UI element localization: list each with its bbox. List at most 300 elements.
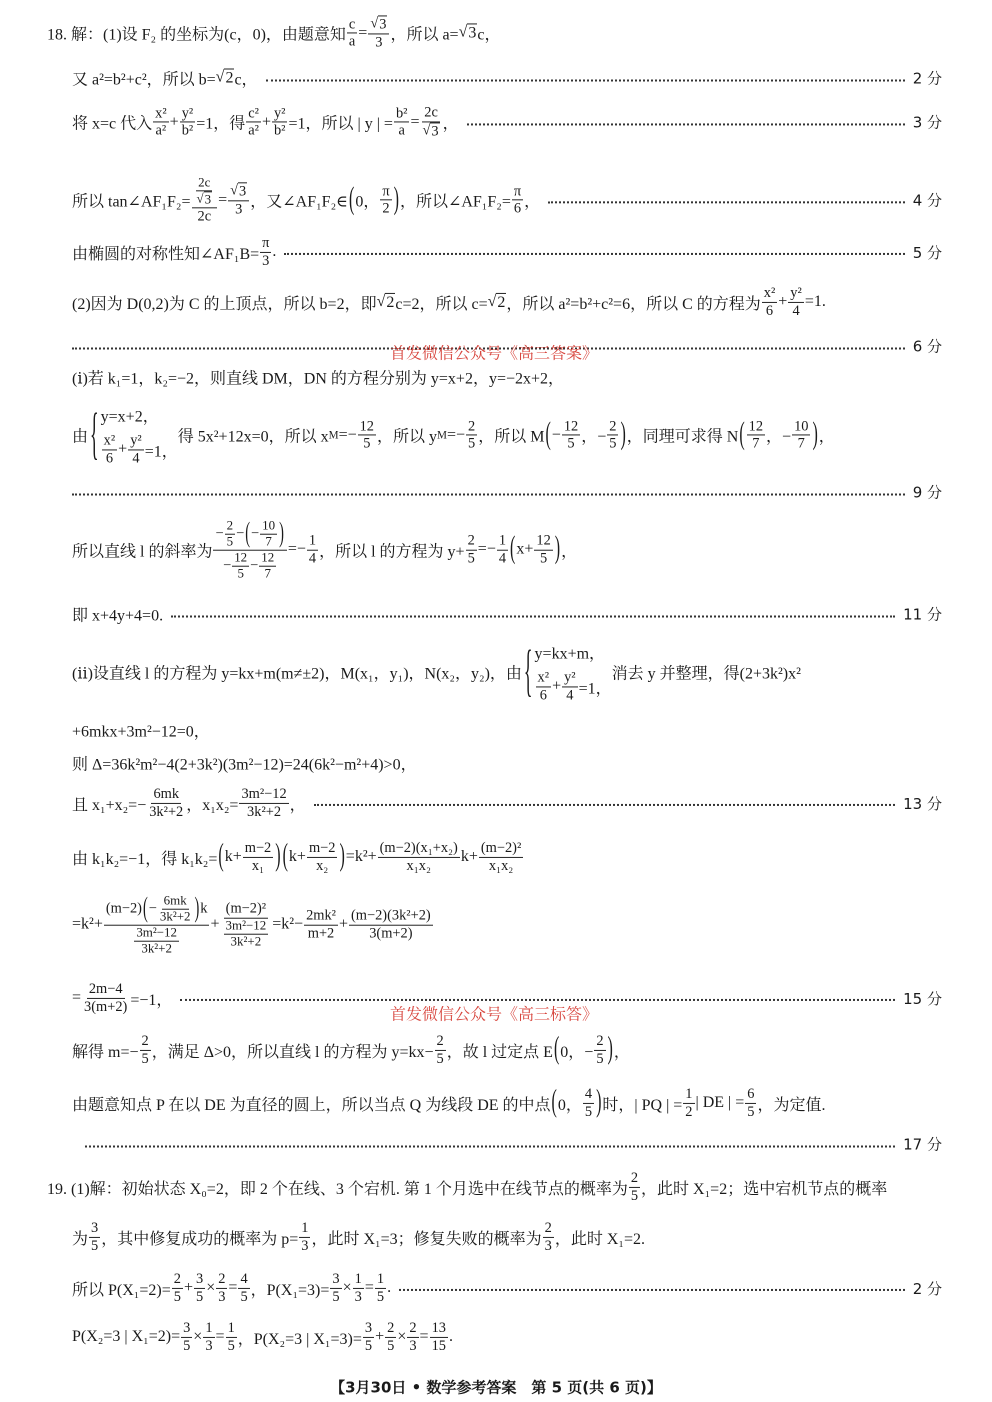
text-run: 3k²+2 bbox=[141, 940, 172, 956]
text-run: 6 bbox=[539, 687, 547, 703]
system-row bbox=[101, 432, 178, 466]
fraction-denominator bbox=[233, 201, 244, 218]
fraction bbox=[330, 1271, 341, 1305]
fraction-numerator bbox=[385, 1320, 396, 1338]
fraction-numerator bbox=[349, 908, 433, 926]
text-run: 4 bbox=[566, 687, 574, 703]
fraction bbox=[304, 908, 338, 942]
text-run: 2 bbox=[173, 1270, 181, 1287]
fraction-numerator bbox=[140, 1033, 151, 1051]
text-run: =− bbox=[338, 426, 357, 443]
text-run: = bbox=[364, 1279, 374, 1296]
fraction-denominator bbox=[307, 551, 318, 568]
fraction bbox=[347, 16, 357, 50]
text-run: ， bbox=[524, 193, 541, 211]
text-run: 由 bbox=[72, 428, 89, 446]
line-content bbox=[72, 981, 172, 1015]
text-run: 0， bbox=[355, 193, 380, 211]
text-run: 5 bbox=[332, 1288, 340, 1305]
fraction bbox=[225, 519, 235, 550]
fraction bbox=[147, 786, 185, 820]
text-run: . bbox=[448, 1328, 453, 1345]
fraction-denominator bbox=[466, 436, 477, 453]
text-run: × bbox=[397, 1328, 407, 1345]
text-run: = bbox=[228, 1279, 238, 1296]
text-run: ，x₁x₂= bbox=[186, 796, 239, 814]
text-run: =1，得 bbox=[196, 115, 246, 133]
text-run: 4 bbox=[240, 1270, 248, 1287]
line-content bbox=[72, 235, 276, 269]
text-run: 2c bbox=[197, 208, 212, 225]
text-run: 10 bbox=[794, 417, 809, 434]
fraction-denominator bbox=[195, 191, 215, 207]
text-run: a bbox=[398, 122, 405, 139]
text-run: 5 bbox=[227, 1337, 235, 1354]
solution-line bbox=[72, 840, 942, 874]
fraction-denominator bbox=[375, 1289, 386, 1306]
line-content bbox=[72, 519, 577, 582]
fraction bbox=[181, 1320, 192, 1354]
text-run: ，此时 X₁=3；修复失败的概率为 bbox=[311, 1230, 542, 1248]
page-footer: 【3月30日 • 数学参考答案 第 5 页(共 6 页)】 bbox=[330, 1378, 662, 1397]
fraction-numerator bbox=[239, 786, 288, 804]
text-run: b² bbox=[395, 104, 408, 121]
fraction-denominator bbox=[367, 926, 414, 943]
text-run: c， bbox=[234, 71, 258, 89]
text-run: 1 bbox=[685, 1085, 693, 1102]
fraction-denominator bbox=[745, 1104, 756, 1121]
fraction-denominator bbox=[263, 535, 273, 550]
fraction bbox=[224, 918, 269, 949]
fraction-numerator bbox=[225, 519, 235, 535]
text-run: × bbox=[206, 1279, 216, 1296]
dotted-leader bbox=[314, 804, 895, 806]
text-run: + bbox=[210, 916, 220, 933]
text-run: − bbox=[148, 900, 157, 917]
text-run: 3 bbox=[195, 1270, 204, 1287]
fraction-numerator bbox=[353, 1271, 364, 1289]
text-run: × bbox=[193, 1328, 203, 1345]
text-run: =k²− bbox=[272, 916, 304, 933]
text-run: 由题意知点 P 在以 DE 为直径的圆上，所以当点 Q 为线段 DE 的中点 bbox=[72, 1096, 551, 1114]
system-row bbox=[101, 403, 178, 426]
radicand: 3 bbox=[431, 123, 439, 139]
fraction-numerator bbox=[228, 182, 249, 201]
fraction bbox=[466, 533, 477, 567]
fraction-numerator bbox=[512, 183, 523, 201]
text-run: (m−2)(x₁+x₂) bbox=[379, 839, 458, 856]
text-run: ，所以 a= bbox=[390, 26, 459, 44]
text-run: ，− bbox=[766, 428, 792, 446]
line-content bbox=[72, 640, 801, 703]
text-run: 5 bbox=[195, 1288, 204, 1305]
fraction-denominator bbox=[306, 926, 337, 943]
fraction bbox=[497, 533, 508, 567]
text-run: = bbox=[218, 191, 228, 208]
fraction bbox=[380, 183, 391, 217]
radical-sign: √ bbox=[458, 23, 468, 41]
radical-sign: √ bbox=[230, 182, 239, 199]
solution-line bbox=[72, 366, 942, 389]
fraction bbox=[762, 285, 778, 319]
fraction-denominator bbox=[421, 122, 442, 140]
solution-line bbox=[72, 482, 942, 503]
fraction bbox=[307, 533, 318, 567]
fraction-numerator bbox=[745, 1086, 756, 1104]
text-run: 12 bbox=[748, 417, 764, 434]
dotted-leader bbox=[72, 493, 905, 495]
fraction-numerator bbox=[683, 1086, 694, 1104]
text-run: 2 bbox=[467, 532, 475, 549]
fraction-denominator bbox=[538, 687, 549, 704]
text-run: 又 a²=b²+c²，所以 b= bbox=[72, 71, 216, 89]
parenthesized-expression: ( $\frac{12}{7}$ ，− $\frac{10}{7}$ ) bbox=[739, 417, 818, 452]
text-run: − bbox=[250, 557, 259, 574]
solution-line bbox=[72, 719, 942, 742]
text-run: 6mk bbox=[163, 892, 187, 908]
fraction bbox=[180, 105, 196, 139]
fraction-denominator bbox=[196, 208, 214, 225]
fraction bbox=[226, 1320, 237, 1354]
fraction-denominator bbox=[180, 123, 196, 140]
fraction bbox=[683, 1086, 694, 1120]
text-run: (m−2)² bbox=[225, 900, 267, 917]
text-run: + bbox=[118, 440, 128, 458]
fraction-numerator bbox=[607, 418, 618, 436]
text-run: y² bbox=[790, 284, 802, 301]
fraction-denominator bbox=[181, 1338, 192, 1355]
fraction bbox=[543, 1220, 554, 1254]
text-run: + bbox=[778, 293, 788, 310]
fraction-numerator bbox=[363, 1320, 374, 1338]
text-run: | DE | = bbox=[695, 1094, 745, 1111]
fraction bbox=[745, 1086, 756, 1120]
fraction-numerator bbox=[194, 1271, 205, 1289]
text-run: − bbox=[551, 426, 561, 443]
solution-line bbox=[72, 1033, 942, 1067]
score-label: 17 分 bbox=[903, 1135, 942, 1154]
text-run: c=2，所以 c= bbox=[395, 295, 488, 313]
text-run: k bbox=[200, 900, 208, 917]
fraction-denominator bbox=[299, 1238, 310, 1255]
fraction-numerator bbox=[238, 1271, 249, 1289]
line-content bbox=[72, 175, 540, 224]
fraction-denominator bbox=[221, 551, 279, 582]
fraction bbox=[358, 418, 376, 452]
fraction-denominator bbox=[82, 999, 129, 1016]
text-run: 6 bbox=[513, 200, 522, 217]
text-run: + bbox=[261, 113, 271, 130]
score-label: 13 分 bbox=[903, 794, 942, 813]
fraction bbox=[378, 840, 460, 874]
text-run: 5 bbox=[141, 1050, 149, 1067]
fraction bbox=[102, 432, 118, 466]
text-run: =− bbox=[446, 426, 466, 443]
text-run: ，又∠AF₁F₂∈ bbox=[250, 193, 348, 211]
fraction-denominator bbox=[272, 123, 288, 140]
text-run: y² bbox=[273, 104, 286, 121]
text-run: 5 bbox=[237, 565, 244, 581]
text-run: 将 x=c 代入 bbox=[72, 115, 153, 133]
text-run: ，所以 a²=b²+c²=6，所以 C 的方程为 bbox=[506, 295, 761, 313]
fraction bbox=[153, 105, 169, 139]
fraction bbox=[260, 519, 277, 550]
fraction bbox=[629, 1170, 640, 1204]
text-run: 4 bbox=[792, 302, 800, 319]
fraction bbox=[435, 1033, 446, 1067]
text-run: 0， bbox=[557, 1096, 582, 1114]
text-run: ，为定值. bbox=[757, 1096, 826, 1114]
text-run: 2 bbox=[436, 1032, 444, 1049]
text-run: 且 x₁+x₂=− bbox=[72, 796, 147, 814]
fraction bbox=[479, 840, 523, 874]
text-run: . bbox=[387, 1279, 392, 1296]
fraction bbox=[353, 1271, 364, 1305]
equation-system: { y=x+2， $\frac{\text{x²}}{6}$ + $\frac{\text{y²}}{4}$ =1， bbox=[90, 401, 178, 466]
text-run: 5 bbox=[363, 435, 371, 452]
solution-line bbox=[72, 175, 942, 224]
text-run: 3m²−12 bbox=[241, 785, 287, 802]
text-run: m+2 bbox=[307, 925, 335, 942]
fraction bbox=[430, 1320, 448, 1354]
solution-line bbox=[72, 640, 942, 703]
fraction-numerator bbox=[347, 16, 357, 34]
text-run: c bbox=[348, 15, 356, 32]
solution-line bbox=[72, 235, 942, 269]
fraction bbox=[192, 175, 218, 224]
line-content bbox=[72, 894, 434, 957]
solution-line bbox=[72, 603, 942, 626]
text-run: ， bbox=[613, 1043, 630, 1061]
fraction bbox=[385, 1320, 396, 1354]
score-label: 6 分 bbox=[912, 337, 942, 356]
fraction-denominator bbox=[361, 436, 372, 453]
solution-line bbox=[72, 403, 942, 466]
square-root bbox=[488, 293, 507, 312]
text-run: 7 bbox=[265, 533, 272, 549]
text-run: 1 bbox=[376, 1270, 385, 1287]
text-run: y=x+2， bbox=[100, 408, 159, 426]
text-run: 3 bbox=[409, 1337, 417, 1354]
score-label: 4 分 bbox=[912, 191, 942, 210]
text-run: 所以 tan∠AF₁F₂= bbox=[72, 193, 191, 211]
text-run: (ⅰ)若 k₁=1，k₂=−2，则直线 DM，DN 的方程分别为 y=x+2，y=−2x+2， bbox=[72, 370, 565, 388]
text-run: x+ bbox=[516, 541, 534, 558]
fraction-numerator bbox=[134, 926, 179, 942]
fraction-numerator bbox=[497, 533, 508, 551]
fraction-numerator bbox=[203, 1320, 214, 1338]
system-row bbox=[535, 669, 612, 703]
fraction-denominator bbox=[263, 566, 273, 581]
text-run: P(X₂=3 | X₁=2)= bbox=[72, 1328, 181, 1345]
line-content bbox=[72, 285, 826, 319]
text-run: b² bbox=[273, 122, 286, 139]
text-run: =1，所以 | y | = bbox=[288, 115, 393, 133]
fraction-numerator bbox=[151, 786, 181, 804]
text-run: =1， bbox=[578, 680, 612, 697]
fraction bbox=[375, 1271, 386, 1305]
text-run: − bbox=[236, 525, 245, 542]
text-run: 5 bbox=[567, 435, 575, 452]
text-run: 2 bbox=[226, 517, 234, 533]
text-run: =− bbox=[477, 541, 496, 558]
solution-line bbox=[72, 1320, 942, 1354]
text-run: y² bbox=[564, 669, 576, 686]
fraction-denominator bbox=[235, 566, 245, 581]
text-run: 2 bbox=[544, 1219, 552, 1236]
fraction-numerator bbox=[330, 1271, 341, 1289]
text-run: 3 bbox=[544, 1237, 552, 1254]
radicand: 2 bbox=[386, 293, 395, 311]
parenthesized-expression: ( k+ $\frac{m-2}{\text{x₂}}$ ) bbox=[282, 839, 345, 874]
radicand: 3 bbox=[239, 183, 247, 200]
fraction-denominator bbox=[629, 1188, 640, 1205]
score-label: 15 分 bbox=[903, 989, 942, 1008]
text-run: 则 Δ=36k²m²−4(2+3k²)(3m²−12)=24(6k²−m²+4)>0， bbox=[72, 756, 417, 774]
text-run: 7 bbox=[797, 435, 805, 452]
line-content bbox=[72, 1086, 825, 1120]
fraction bbox=[216, 1271, 227, 1305]
text-run: 3 bbox=[301, 1237, 309, 1254]
line-content bbox=[72, 1271, 391, 1305]
text-run: 1 bbox=[205, 1319, 213, 1336]
text-run: c² bbox=[248, 104, 259, 121]
fraction-numerator bbox=[192, 175, 218, 208]
system-row bbox=[535, 640, 612, 663]
solution-line bbox=[72, 1086, 942, 1120]
fraction bbox=[562, 669, 578, 703]
text-run: = bbox=[358, 24, 368, 41]
text-run: + bbox=[552, 677, 562, 695]
fraction bbox=[140, 1033, 151, 1067]
text-run: 5 bbox=[436, 1050, 444, 1067]
parenthesized-expression: ( 0， $\frac{4}{5}$ ) bbox=[551, 1085, 602, 1120]
radical-sign: √ bbox=[215, 68, 225, 86]
text-run: ， bbox=[289, 796, 306, 814]
square-root bbox=[377, 293, 396, 312]
text-run: 3m²−12 bbox=[225, 917, 267, 933]
text-run: 3k²+2 bbox=[159, 908, 191, 924]
score-label: 11 分 bbox=[903, 605, 942, 624]
fraction bbox=[134, 926, 179, 957]
fraction bbox=[246, 105, 261, 139]
fraction bbox=[307, 840, 338, 874]
text-run: 2 bbox=[409, 1319, 417, 1336]
square-root bbox=[216, 69, 235, 88]
fraction-numerator bbox=[196, 175, 212, 191]
text-run: 3m²−12 bbox=[136, 924, 178, 940]
text-run: ，其中修复成功的概率为 p= bbox=[101, 1230, 299, 1248]
fraction-denominator bbox=[216, 1289, 227, 1306]
fraction-denominator bbox=[226, 1338, 237, 1355]
text-run: 6 bbox=[105, 450, 114, 466]
text-run: m−2 bbox=[308, 839, 336, 856]
text-run: ，满足 Δ>0，所以直线 l 的方程为 y=kx− bbox=[151, 1043, 434, 1061]
solution-line bbox=[47, 15, 942, 50]
line-content bbox=[72, 1033, 630, 1067]
equation-system: { y=kx+m， $\frac{\text{x²}}{6}$ + $\frac{\text{y²}}{4}$ =1， bbox=[523, 638, 612, 703]
fraction-denominator bbox=[538, 551, 549, 568]
text-run: a² bbox=[155, 122, 167, 139]
fraction-denominator bbox=[131, 926, 182, 957]
text-run: − bbox=[215, 525, 224, 542]
text-run: 由椭圆的对称性知∠AF₁B= bbox=[72, 245, 260, 263]
text-run: 12 bbox=[261, 549, 275, 565]
text-run: 1 bbox=[354, 1270, 362, 1287]
text-run: a² bbox=[248, 122, 259, 139]
fraction-denominator bbox=[225, 535, 235, 550]
text-run: = bbox=[72, 989, 82, 1006]
text-run: 2 bbox=[596, 1032, 604, 1049]
fraction bbox=[259, 551, 276, 582]
fraction bbox=[228, 182, 249, 217]
text-run: 3 bbox=[91, 1219, 99, 1236]
radicand: 2 bbox=[225, 69, 234, 87]
radical-sign: √ bbox=[370, 15, 379, 32]
text-run: 5 bbox=[747, 1103, 755, 1120]
fraction-denominator bbox=[594, 1051, 605, 1068]
text-run: 4 bbox=[132, 450, 140, 466]
text-run: k+ bbox=[288, 848, 306, 865]
text-run: 4 bbox=[498, 550, 507, 567]
radicand: 3 bbox=[468, 24, 477, 42]
fraction-denominator bbox=[194, 1289, 205, 1306]
fraction-numerator bbox=[534, 533, 552, 551]
line-content bbox=[72, 1220, 645, 1254]
line-content bbox=[72, 1320, 453, 1354]
fraction bbox=[104, 894, 210, 957]
text-run: x² bbox=[763, 284, 776, 301]
text-run: 6 bbox=[765, 302, 774, 319]
dotted-leader bbox=[548, 201, 905, 203]
fraction-denominator bbox=[405, 858, 433, 875]
text-run: =−1， bbox=[130, 991, 173, 1009]
text-run: 2 bbox=[141, 1032, 149, 1049]
fraction-numerator bbox=[181, 1320, 192, 1338]
fraction bbox=[221, 901, 272, 949]
text-run: y=kx+m， bbox=[534, 645, 606, 663]
text-run: = bbox=[410, 113, 420, 130]
fraction-denominator bbox=[245, 804, 283, 821]
fraction bbox=[594, 1033, 605, 1067]
text-run: m−2 bbox=[244, 839, 272, 856]
fraction-numerator bbox=[479, 840, 523, 858]
radical-sign: √ bbox=[422, 122, 431, 138]
text-run: 5 bbox=[596, 1050, 604, 1067]
text-run: +6mkx+3m²−12=0， bbox=[72, 723, 210, 741]
text-run: π bbox=[262, 234, 270, 251]
score-label: 2 分 bbox=[912, 1279, 942, 1298]
text-run: − bbox=[223, 557, 232, 574]
text-run: ，此时 X₁=2；选中宕机节点的概率 bbox=[641, 1180, 888, 1198]
fraction bbox=[260, 235, 271, 269]
radicand: 2 bbox=[497, 293, 506, 311]
fraction-denominator bbox=[314, 858, 330, 875]
score-label: 2 分 bbox=[912, 69, 942, 88]
parenthesized-expression: ( − $\frac{6mk}{\text{3k²+2}}$ ) bbox=[142, 892, 200, 925]
fraction bbox=[172, 1271, 183, 1305]
text-run: 19. (1)解：初始状态 X₀=2，即 2 个在线、3 个宕机. 第 1 个月选中在线节点的概率为 bbox=[47, 1180, 628, 1198]
text-run: 2c bbox=[424, 104, 438, 121]
parenthesized-expression: ( x+ $\frac{12}{5}$ ) bbox=[510, 532, 561, 567]
watermark-text: 首发微信公众号《高三答案》 bbox=[389, 343, 599, 363]
text-run: 5 bbox=[467, 550, 475, 567]
dotted-leader bbox=[399, 1289, 905, 1291]
fraction bbox=[232, 551, 249, 582]
fraction-numerator bbox=[430, 1320, 448, 1338]
line-content bbox=[72, 840, 524, 874]
fraction-numerator bbox=[466, 418, 477, 436]
